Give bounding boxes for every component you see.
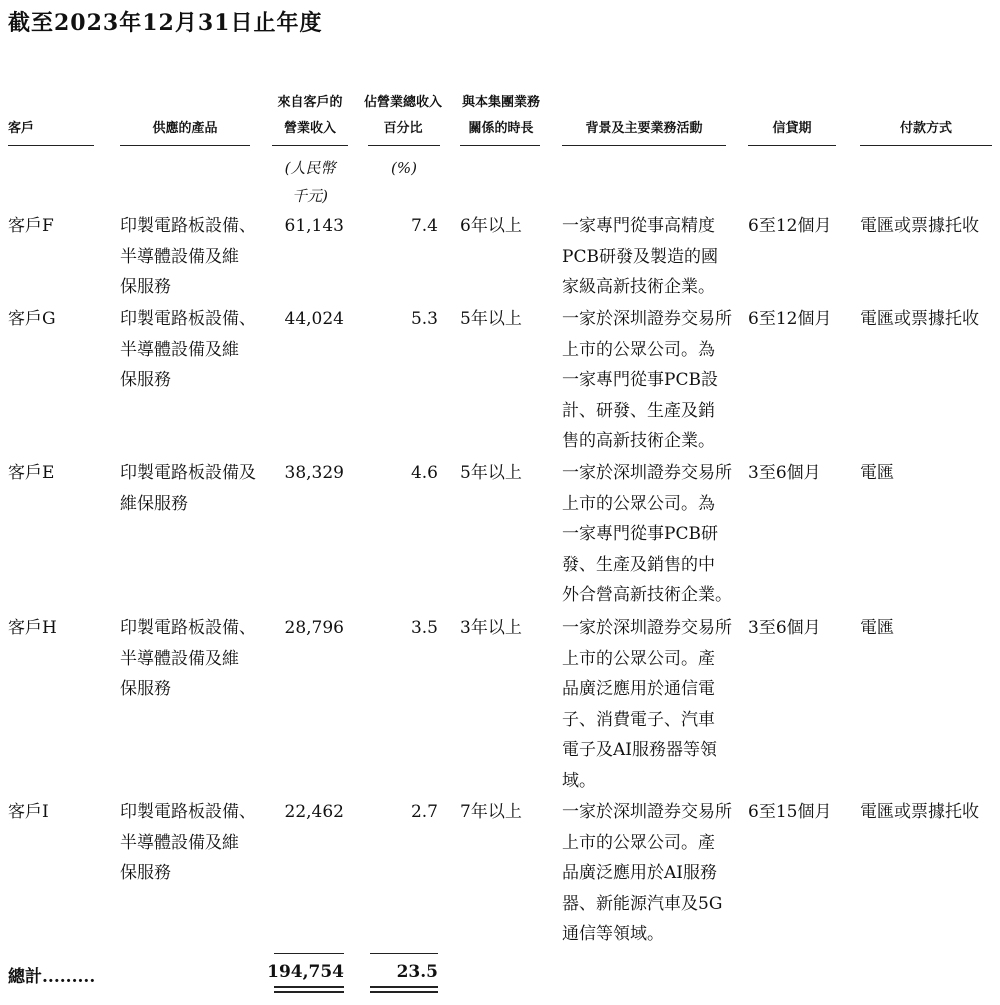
row-g-products: 印製電路板設備、 半導體設備及維 保服務 <box>120 309 256 390</box>
row-f-percentage: 7.4 <box>410 216 438 236</box>
row-g-payment: 電匯或票據托收 <box>860 309 979 329</box>
header-credit: 信貸期 <box>772 121 812 136</box>
header-relationship: 與本集團業務 關係的時長 <box>461 95 540 136</box>
row-f-background: 一家專門從事高精度 PCB研發及製造的國 家級高新技術企業。 <box>562 216 718 297</box>
row-h-revenue: 28,796 <box>284 618 344 638</box>
total-double-rule-percentage <box>370 986 438 993</box>
row-h-credit: 3至6個月 <box>748 618 821 638</box>
header-payment: 付款方式 <box>899 121 952 136</box>
row-i-revenue: 22,462 <box>284 802 344 822</box>
header-rule-payment <box>860 145 992 146</box>
row-g-background: 一家於深圳證券交易所 上市的公眾公司。為 一家專門從事PCB設 計、研發、生產及銷 售的高新技術企業。 <box>562 309 732 451</box>
row-i-relationship: 7年以上 <box>460 802 522 822</box>
row-i-customer: 客戶I <box>8 802 49 822</box>
row-e-percentage: 4.6 <box>410 463 438 483</box>
row-h-payment: 電匯 <box>860 618 894 638</box>
row-i-products: 印製電路板設備、 半導體設備及維 保服務 <box>120 802 256 883</box>
row-i-percentage: 2.7 <box>410 802 438 822</box>
row-e-background: 一家於深圳證券交易所 上市的公眾公司。為 一家專門從事PCB研 發、生產及銷售的中 外合營高新技術企業。 <box>562 463 732 605</box>
row-i-payment: 電匯或票據托收 <box>860 802 979 822</box>
header-products: 供應的產品 <box>152 121 218 136</box>
header-background: 背景及主要業務活動 <box>585 121 703 136</box>
header-rule-relationship <box>460 145 540 146</box>
header-rule-products <box>120 145 250 146</box>
row-e-payment: 電匯 <box>860 463 894 483</box>
header-rule-credit <box>748 145 836 146</box>
header-rule-background <box>562 145 726 146</box>
row-e-products: 印製電路板設備及 維保服務 <box>120 463 256 514</box>
header-revenue: 來自客戶的 營業收入 <box>277 95 343 136</box>
row-h-background: 一家於深圳證券交易所 上市的公眾公司。產 品廣泛應用於通信電 子、消費電子、汽車 電子及AI服務器等領 域。 <box>562 618 732 791</box>
row-e-revenue: 38,329 <box>284 463 344 483</box>
unit-revenue: (人民幣 千元) <box>284 159 336 205</box>
page-title: 截至2023年12月31日止年度 <box>8 10 323 36</box>
row-f-relationship: 6年以上 <box>460 216 522 236</box>
row-e-relationship: 5年以上 <box>460 463 522 483</box>
row-g-credit: 6至12個月 <box>748 309 832 329</box>
unit-percentage: (%) <box>391 159 417 177</box>
row-h-percentage: 3.5 <box>410 618 438 638</box>
total-top-rule-percentage <box>370 953 438 954</box>
row-h-products: 印製電路板設備、 半導體設備及維 保服務 <box>120 618 256 699</box>
row-g-revenue: 44,024 <box>284 309 344 329</box>
total-double-rule-revenue <box>274 986 344 993</box>
row-e-customer: 客戶E <box>8 463 55 483</box>
header-rule-customer <box>8 145 94 146</box>
row-g-percentage: 5.3 <box>410 309 438 329</box>
header-rule-revenue <box>272 145 348 146</box>
row-i-background: 一家於深圳證券交易所 上市的公眾公司。產 品廣泛應用於AI服務 器、新能源汽車及5G 通信等領域。 <box>562 802 732 944</box>
total-top-rule-revenue <box>274 953 344 954</box>
row-f-customer: 客戶F <box>8 216 54 236</box>
row-g-relationship: 5年以上 <box>460 309 522 329</box>
total-revenue: 194,754 <box>267 962 344 982</box>
row-g-customer: 客戶G <box>8 309 56 329</box>
row-i-credit: 6至15個月 <box>748 802 832 822</box>
total-label: 總計......... <box>8 967 96 987</box>
row-f-credit: 6至12個月 <box>748 216 832 236</box>
row-h-relationship: 3年以上 <box>460 618 522 638</box>
row-f-revenue: 61,143 <box>284 216 344 236</box>
total-percentage: 23.5 <box>396 962 438 982</box>
row-e-credit: 3至6個月 <box>748 463 821 483</box>
header-customer: 客戶 <box>8 121 35 136</box>
row-f-products: 印製電路板設備、 半導體設備及維 保服務 <box>120 216 256 297</box>
header-rule-percentage <box>368 145 440 146</box>
row-f-payment: 電匯或票據托收 <box>860 216 979 236</box>
row-h-customer: 客戶H <box>8 618 57 638</box>
header-percentage: 佔營業總收入 百分比 <box>363 95 442 136</box>
